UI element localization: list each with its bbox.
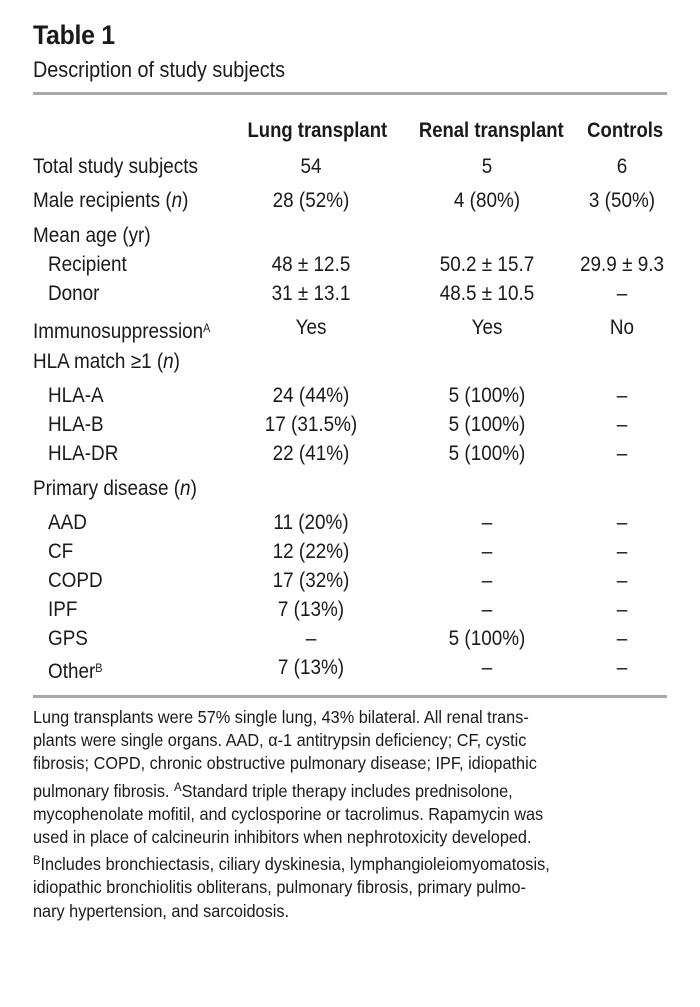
cell-renal: – (481, 511, 493, 534)
table-row (0, 411, 700, 439)
cell-controls: – (616, 511, 628, 534)
cell-controls: 3 (50%) (588, 189, 656, 212)
row-label: Recipient (48, 253, 127, 276)
row-label: Total study subjects (33, 155, 198, 178)
cell-controls: – (616, 569, 628, 592)
table-row (0, 654, 700, 682)
cell-controls: – (616, 540, 628, 563)
cell-controls: – (616, 598, 628, 621)
col-header-renal: Renal transplant (418, 119, 564, 142)
row-label: Male recipients (n) (33, 189, 189, 212)
table-row (0, 382, 700, 410)
row-label: Primary disease (n) (33, 477, 197, 500)
table-row (0, 538, 700, 566)
cell-renal: 4 (80%) (453, 189, 521, 212)
cell-controls: No (609, 316, 635, 339)
cell-renal: 5 (100%) (448, 442, 526, 465)
cell-controls: – (616, 442, 628, 465)
table-row (0, 348, 700, 376)
row-label: HLA match ≥1 (n) (33, 350, 180, 373)
table-row (0, 280, 700, 308)
cell-lung: 12 (22%) (272, 540, 350, 563)
cell-renal: 5 (100%) (448, 413, 526, 436)
table-footnote: Lung transplants were 57% single lung, 43% bilateral. All renal trans- plants were single organs. AAD, α-1 antitrypsin deficiency; CF, cystic fibrosis; COPD, chronic obstructive pulmonary disease; IPF, idiopathic pulmonary fibrosis. $^A$Standard triple therapy includes prednisolone, mycophenolate mofitil, and cyclosporine or tacrolimus. Rapamycin was used in place of calcineurin inhibitors when nephrotoxicity developed. $^B$Includes bronchiectasis, ciliary dyskinesia, lymphangioleiomyomatosis, idiopathic bronchiolitis obliterans, pulmonary fibrosis, primary pulmo- nary hypertension, and sarcoidosis. (33, 707, 550, 921)
cell-lung: 7 (13%) (277, 598, 345, 621)
table-row (0, 596, 700, 624)
cell-lung: 28 (52%) (272, 189, 350, 212)
row-label: Other$^B$ (48, 660, 103, 683)
col-header-lung: Lung transplant (247, 119, 388, 142)
table-row (0, 251, 700, 279)
row-label: Immunosuppression$^A$ (33, 320, 211, 343)
cell-renal: – (481, 598, 493, 621)
table-row (0, 440, 700, 468)
cell-renal: – (481, 569, 493, 592)
table-row (0, 475, 700, 503)
cell-lung: – (305, 627, 317, 650)
col-header-controls: Controls (587, 119, 664, 142)
cell-renal: 5 (481, 155, 493, 178)
row-label: HLA-DR (48, 442, 119, 465)
cell-lung: 7 (13%) (277, 656, 345, 679)
row-label: CF (48, 540, 74, 563)
row-label: Donor (48, 282, 100, 305)
row-label: IPF (48, 598, 78, 621)
cell-controls: 6 (616, 155, 628, 178)
table-row (0, 625, 700, 653)
cell-lung: 54 (300, 155, 322, 178)
cell-controls: – (616, 413, 628, 436)
cell-renal: Yes (471, 316, 503, 339)
cell-renal: 5 (100%) (448, 384, 526, 407)
table-row (0, 509, 700, 537)
row-label: GPS (48, 627, 88, 650)
table-row (0, 153, 700, 181)
table-row (0, 567, 700, 595)
table-subtitle: Description of study subjects (33, 57, 286, 82)
row-label: HLA-A (48, 384, 104, 407)
cell-controls: – (616, 384, 628, 407)
cell-lung: 22 (41%) (272, 442, 350, 465)
row-label: Mean age (yr) (33, 224, 151, 247)
row-label: COPD (48, 569, 103, 592)
row-label: AAD (48, 511, 87, 534)
top-rule (33, 92, 667, 95)
table-row (0, 314, 700, 342)
cell-renal: 48.5 ± 10.5 (439, 282, 535, 305)
cell-lung: 48 ± 12.5 (271, 253, 351, 276)
bottom-rule (33, 695, 667, 698)
table-title: Table 1 (33, 20, 115, 50)
cell-renal: 5 (100%) (448, 627, 526, 650)
cell-lung: Yes (295, 316, 327, 339)
table-row (0, 222, 700, 250)
table-row (0, 187, 700, 215)
row-label: HLA-B (48, 413, 104, 436)
cell-renal: 50.2 ± 15.7 (439, 253, 535, 276)
cell-renal: – (481, 540, 493, 563)
cell-lung: 17 (32%) (272, 569, 350, 592)
cell-controls: – (616, 627, 628, 650)
cell-lung: 31 ± 13.1 (271, 282, 351, 305)
cell-controls: – (616, 282, 628, 305)
cell-controls: – (616, 656, 628, 679)
cell-lung: 17 (31.5%) (264, 413, 358, 436)
cell-controls: 29.9 ± 9.3 (580, 253, 664, 276)
cell-lung: 24 (44%) (272, 384, 350, 407)
cell-renal: – (481, 656, 493, 679)
cell-lung: 11 (20%) (273, 511, 349, 534)
